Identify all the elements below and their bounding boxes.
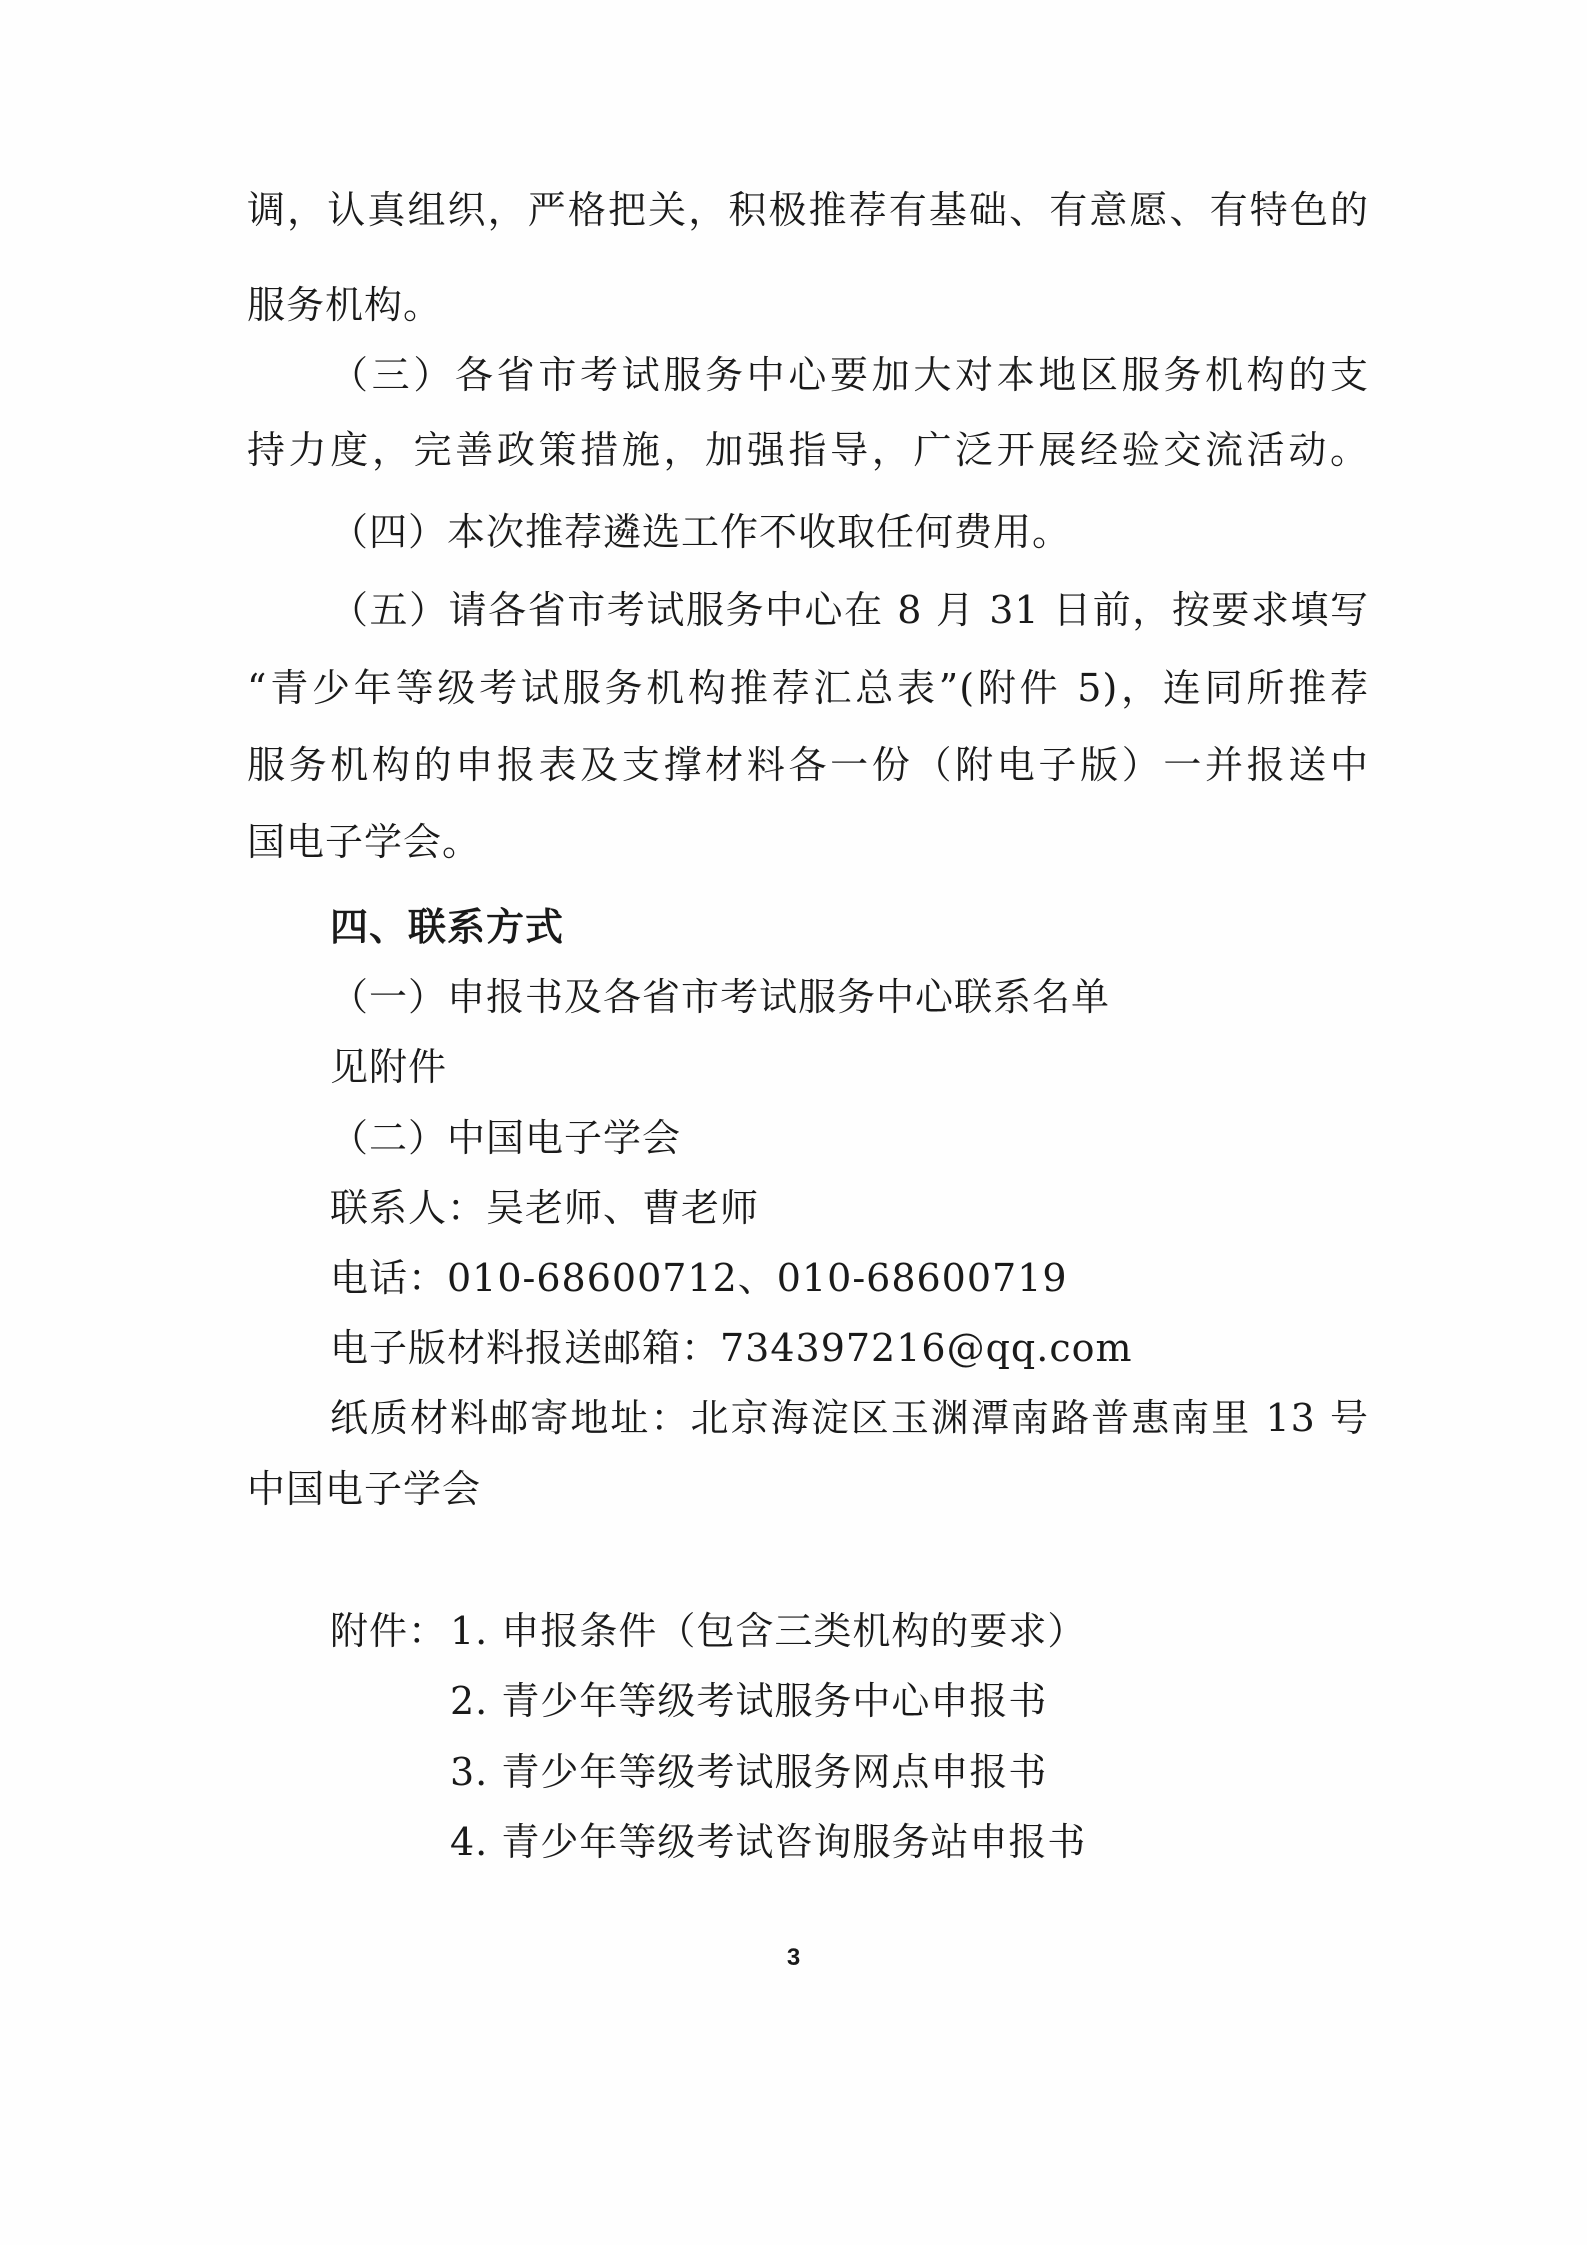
contact-phone: 电话：010-68600712、010-68600719 xyxy=(330,1256,1068,1300)
body-text-line: 服务机构的申报表及支撑材料各一份（附电子版）一并报送中 xyxy=(247,743,1369,787)
page-number: 3 xyxy=(786,1944,801,1971)
body-text-line: （五）请各省市考试服务中心在 8 月 31 日前，按要求填写 xyxy=(330,588,1369,632)
body-text-line: 服务机构。 xyxy=(247,283,443,327)
contact-detail: 见附件 xyxy=(330,1045,448,1089)
attachment-item: 4. 青少年等级考试咨询服务站申报书 xyxy=(450,1820,1087,1864)
section-heading-contact: 四、联系方式 xyxy=(330,905,565,949)
contact-address: 纸质材料邮寄地址：北京海淀区玉渊潭南路普惠南里 13 号 xyxy=(330,1396,1369,1440)
body-text-line: （三）各省市考试服务中心要加大对本地区服务机构的支 xyxy=(330,353,1369,397)
body-text-line: （四）本次推荐遴选工作不收取任何费用。 xyxy=(330,510,1072,554)
contact-person: 联系人：吴老师、曹老师 xyxy=(330,1186,760,1230)
body-text-line: 持力度，完善政策措施，加强指导，广泛开展经验交流活动。 xyxy=(247,428,1369,472)
body-text-line: “青少年等级考试服务机构推荐汇总表”(附件 5)，连同所推荐 xyxy=(247,666,1369,710)
contact-address: 中国电子学会 xyxy=(247,1467,482,1511)
body-text-line: 调，认真组织，严格把关，积极推荐有基础、有意愿、有特色的 xyxy=(247,188,1369,232)
attachment-item: 3. 青少年等级考试服务网点申报书 xyxy=(450,1750,1048,1794)
attachment-item: 1. 申报条件（包含三类机构的要求） xyxy=(450,1609,1087,1653)
contact-sub-heading: （二）中国电子学会 xyxy=(330,1116,682,1160)
contact-email: 电子版材料报送邮箱：734397216@qq.com xyxy=(330,1326,1133,1370)
attachments-label: 附件： xyxy=(330,1609,448,1653)
attachment-item: 2. 青少年等级考试服务中心申报书 xyxy=(450,1679,1048,1723)
body-text-line: 国电子学会。 xyxy=(247,820,482,864)
contact-sub-heading: （一）申报书及各省市考试服务中心联系名单 xyxy=(330,975,1111,1019)
